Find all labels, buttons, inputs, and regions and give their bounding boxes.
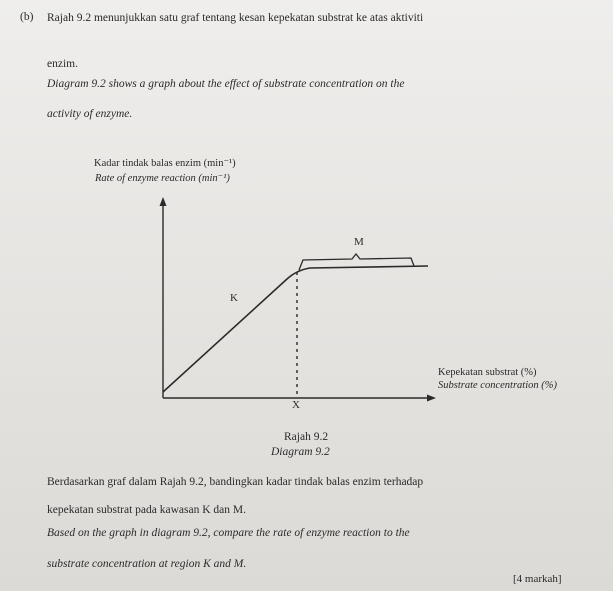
question-number: (b) (20, 11, 34, 23)
point-x-label: X (292, 399, 300, 411)
intro-english-line-1: Diagram 9.2 shows a graph about the effect of substrate concentration on the (47, 78, 405, 90)
intro-malay-line-2: enzim. (47, 58, 78, 70)
diagram-caption-english: Diagram 9.2 (271, 446, 330, 458)
region-k-label: K (230, 292, 238, 304)
y-axis-label-malay: Kadar tindak balas enzim (min⁻¹) (94, 158, 236, 169)
intro-english-line-2: activity of enzyme. (47, 108, 133, 120)
prompt-english-line-1: Based on the graph in diagram 9.2, compare the rate of enzyme reaction to the (47, 527, 410, 539)
x-axis-label-english: Substrate concentration (%) (438, 380, 557, 391)
marks-label: [4 markah] (513, 573, 562, 585)
y-axis-arrow (160, 197, 167, 206)
region-m-label: M (354, 236, 364, 248)
x-axis-arrow (427, 395, 436, 402)
diagram-caption-malay: Rajah 9.2 (284, 431, 329, 443)
rate-curve (163, 266, 428, 392)
x-axis-label-malay: Kepekatan substrat (%) (438, 367, 537, 378)
prompt-english-line-2: substrate concentration at region K and M. (47, 558, 247, 570)
prompt-malay-line-1: Berdasarkan graf dalam Rajah 9.2, bandingkan kadar tindak balas enzim terhadap (47, 476, 424, 488)
intro-malay-line-1: Rajah 9.2 menunjukkan satu graf tentang kesan kepekatan substrat ke atas aktiviti (47, 12, 424, 24)
prompt-malay-line-2: kepekatan substrat pada kawasan K dan M. (47, 504, 246, 516)
y-axis-label-english: Rate of enzyme reaction (min⁻¹) (95, 173, 230, 184)
